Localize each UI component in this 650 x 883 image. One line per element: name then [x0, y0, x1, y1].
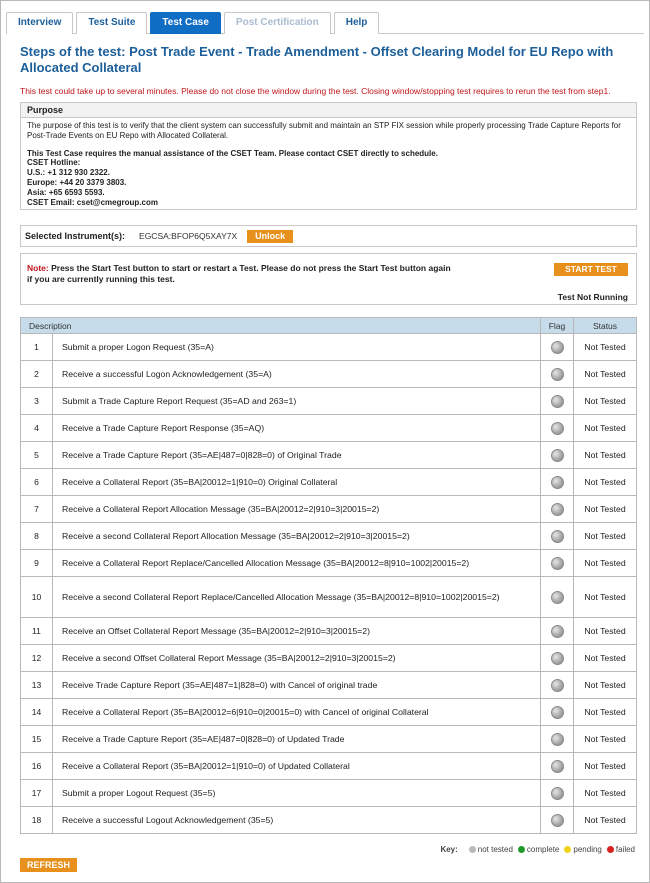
step-description: Receive a Trade Capture Report (35=AE|487=0|828=0) of Original Trade — [53, 442, 541, 469]
status-flag-icon — [551, 679, 564, 692]
hotline-label: CSET Hotline: — [27, 158, 81, 168]
purpose-header: Purpose — [21, 103, 636, 118]
step-number: 6 — [21, 469, 53, 496]
status-flag-icon — [551, 449, 564, 462]
header-description: Description — [21, 318, 541, 334]
header-status: Status — [574, 318, 637, 334]
step-status: Not Tested — [574, 469, 637, 496]
table-row — [21, 361, 637, 388]
failed-dot-icon — [607, 846, 614, 853]
pending-dot-icon — [564, 846, 571, 853]
table-row — [21, 334, 637, 361]
instrument-label: Selected Instrument(s): — [25, 231, 126, 241]
page-title: Steps of the test: Post Trade Event - Trade Amendment - Offset Clearing Model for EU Repo with Allocated Collateral — [20, 44, 614, 75]
legend — [440, 845, 635, 854]
note-panel — [20, 253, 637, 305]
step-number: 8 — [21, 523, 53, 550]
table-row — [21, 388, 637, 415]
step-number: 16 — [21, 753, 53, 780]
purpose-panel — [20, 102, 637, 210]
refresh-button[interactable]: REFRESH — [20, 858, 77, 872]
step-number: 4 — [21, 415, 53, 442]
note-text — [27, 263, 457, 285]
step-status: Not Tested — [574, 780, 637, 807]
steps-table — [20, 317, 637, 834]
step-number: 10 — [21, 577, 53, 618]
instrument-panel — [20, 225, 637, 247]
table-row — [21, 577, 637, 618]
status-flag-icon — [551, 652, 564, 665]
step-description: Receive a second Collateral Report Replace/Cancelled Allocation Message (35=BA|20012=8|910=1002|20015=2) — [53, 577, 541, 618]
step-status: Not Tested — [574, 618, 637, 645]
complete-dot-icon — [518, 846, 525, 853]
start-test-button[interactable]: START TEST — [554, 263, 628, 276]
table-row — [21, 699, 637, 726]
step-status: Not Tested — [574, 807, 637, 834]
instrument-value: EGCSA:BFOP6Q5XAY7X — [139, 231, 238, 241]
step-description: Receive Trade Capture Report (35=AE|487=1|828=0) with Cancel of original trade — [53, 672, 541, 699]
table-row — [21, 550, 637, 577]
table-row — [21, 672, 637, 699]
table-row — [21, 469, 637, 496]
test-status: Test Not Running — [557, 292, 628, 302]
legend-label: Key: — [440, 845, 458, 854]
step-description: Receive a Collateral Report (35=BA|20012=1|910=0) of Updated Collateral — [53, 753, 541, 780]
hotline-us: U.S.: +1 312 930 2322. — [27, 168, 110, 178]
unlock-button[interactable]: Unlock — [247, 230, 293, 243]
step-number: 7 — [21, 496, 53, 523]
header-flag: Flag — [541, 318, 574, 334]
table-row — [21, 807, 637, 834]
step-status: Not Tested — [574, 726, 637, 753]
step-status: Not Tested — [574, 645, 637, 672]
table-row — [21, 523, 637, 550]
status-flag-icon — [551, 503, 564, 516]
step-description: Receive a successful Logout Acknowledgement (35=5) — [53, 807, 541, 834]
step-number: 11 — [21, 618, 53, 645]
step-description: Receive a Trade Capture Report Response (35=AQ) — [53, 415, 541, 442]
step-status: Not Tested — [574, 361, 637, 388]
step-number: 15 — [21, 726, 53, 753]
tab-bar — [6, 9, 644, 34]
status-flag-icon — [551, 530, 564, 543]
step-description: Receive a successful Logon Acknowledgement (35=A) — [53, 361, 541, 388]
step-description: Submit a proper Logon Request (35=A) — [53, 334, 541, 361]
table-row — [21, 645, 637, 672]
step-description: Receive a Trade Capture Report (35=AE|487=0|828=0) of Updated Trade — [53, 726, 541, 753]
step-number: 12 — [21, 645, 53, 672]
step-status: Not Tested — [574, 415, 637, 442]
status-flag-icon — [551, 341, 564, 354]
step-description: Submit a proper Logout Request (35=5) — [53, 780, 541, 807]
tab-post-certification: Post Certification — [224, 12, 331, 34]
step-status: Not Tested — [574, 753, 637, 780]
assistance-text: This Test Case requires the manual assistance of the CSET Team. Please contact CSET directly to schedule. — [27, 148, 438, 158]
step-status: Not Tested — [574, 334, 637, 361]
legend-not-tested: not tested — [477, 845, 513, 854]
legend-complete: complete — [526, 845, 560, 854]
hotline-europe: Europe: +44 20 3379 3803. — [27, 177, 127, 187]
table-row — [21, 442, 637, 469]
hotline-asia: Asia: +65 6593 5593. — [27, 187, 105, 197]
status-flag-icon — [551, 625, 564, 638]
step-number: 9 — [21, 550, 53, 577]
step-description: Receive a Collateral Report (35=BA|20012=6|910=0|20015=0) with Cancel of original Collateral — [53, 699, 541, 726]
purpose-description: The purpose of this test is to verify that the client system can successfully submit and maintain an STP FIX session while properly processing Trade Capture Reports for Post-Trade Events on EU Repo with Allocated Collateral. — [27, 121, 621, 140]
tab-interview[interactable]: Interview — [6, 12, 73, 34]
table-row — [21, 780, 637, 807]
status-flag-icon — [551, 476, 564, 489]
step-description: Receive a Collateral Report Allocation Message (35=BA|20012=2|910=3|20015=2) — [53, 496, 541, 523]
table-row — [21, 726, 637, 753]
step-status: Not Tested — [574, 577, 637, 618]
note-body: Press the Start Test button to start or restart a Test. Please do not press the Start Test button again if you are currently running this test. — [27, 263, 451, 284]
step-number: 2 — [21, 361, 53, 388]
not-tested-dot-icon — [469, 846, 476, 853]
status-flag-icon — [551, 557, 564, 570]
step-description: Receive a second Offset Collateral Report Message (35=BA|20012=2|910=3|20015=2) — [53, 645, 541, 672]
legend-pending: pending — [573, 845, 602, 854]
status-flag-icon — [551, 733, 564, 746]
step-description: Receive an Offset Collateral Report Message (35=BA|20012=2|910=3|20015=2) — [53, 618, 541, 645]
status-flag-icon — [551, 706, 564, 719]
status-flag-icon — [551, 760, 564, 773]
step-status: Not Tested — [574, 672, 637, 699]
status-flag-icon — [551, 422, 564, 435]
status-flag-icon — [551, 368, 564, 381]
step-status: Not Tested — [574, 442, 637, 469]
status-flag-icon — [551, 395, 564, 408]
step-description: Receive a Collateral Report (35=BA|20012=1|910=0) Original Collateral — [53, 469, 541, 496]
step-status: Not Tested — [574, 523, 637, 550]
step-status: Not Tested — [574, 388, 637, 415]
table-row — [21, 618, 637, 645]
step-status: Not Tested — [574, 496, 637, 523]
tab-test-suite[interactable]: Test Suite — [76, 12, 147, 34]
table-row — [21, 415, 637, 442]
step-number: 18 — [21, 807, 53, 834]
cset-email: CSET Email: cset@cmegroup.com — [27, 197, 158, 207]
step-status: Not Tested — [574, 699, 637, 726]
legend-failed: failed — [615, 845, 635, 854]
step-number: 1 — [21, 334, 53, 361]
step-description: Submit a Trade Capture Report Request (35=AD and 263=1) — [53, 388, 541, 415]
status-flag-icon — [551, 814, 564, 827]
tab-help[interactable]: Help — [334, 12, 380, 34]
table-row — [21, 496, 637, 523]
note-prefix: Note: — [27, 263, 49, 273]
step-number: 17 — [21, 780, 53, 807]
step-number: 3 — [21, 388, 53, 415]
status-flag-icon — [551, 591, 564, 604]
step-number: 14 — [21, 699, 53, 726]
step-number: 13 — [21, 672, 53, 699]
step-number: 5 — [21, 442, 53, 469]
step-description: Receive a Collateral Report Replace/Cancelled Allocation Message (35=BA|20012=8|910=1002|20015=2) — [53, 550, 541, 577]
warning-message: This test could take up to several minutes. Please do not close the window during the test. Closing window/stopping test requires to rerun the test from step1. — [20, 86, 611, 96]
step-description: Receive a second Collateral Report Allocation Message (35=BA|20012=2|910=3|20015=2) — [53, 523, 541, 550]
table-row — [21, 753, 637, 780]
step-status: Not Tested — [574, 550, 637, 577]
status-flag-icon — [551, 787, 564, 800]
tab-test-case[interactable]: Test Case — [150, 12, 221, 34]
